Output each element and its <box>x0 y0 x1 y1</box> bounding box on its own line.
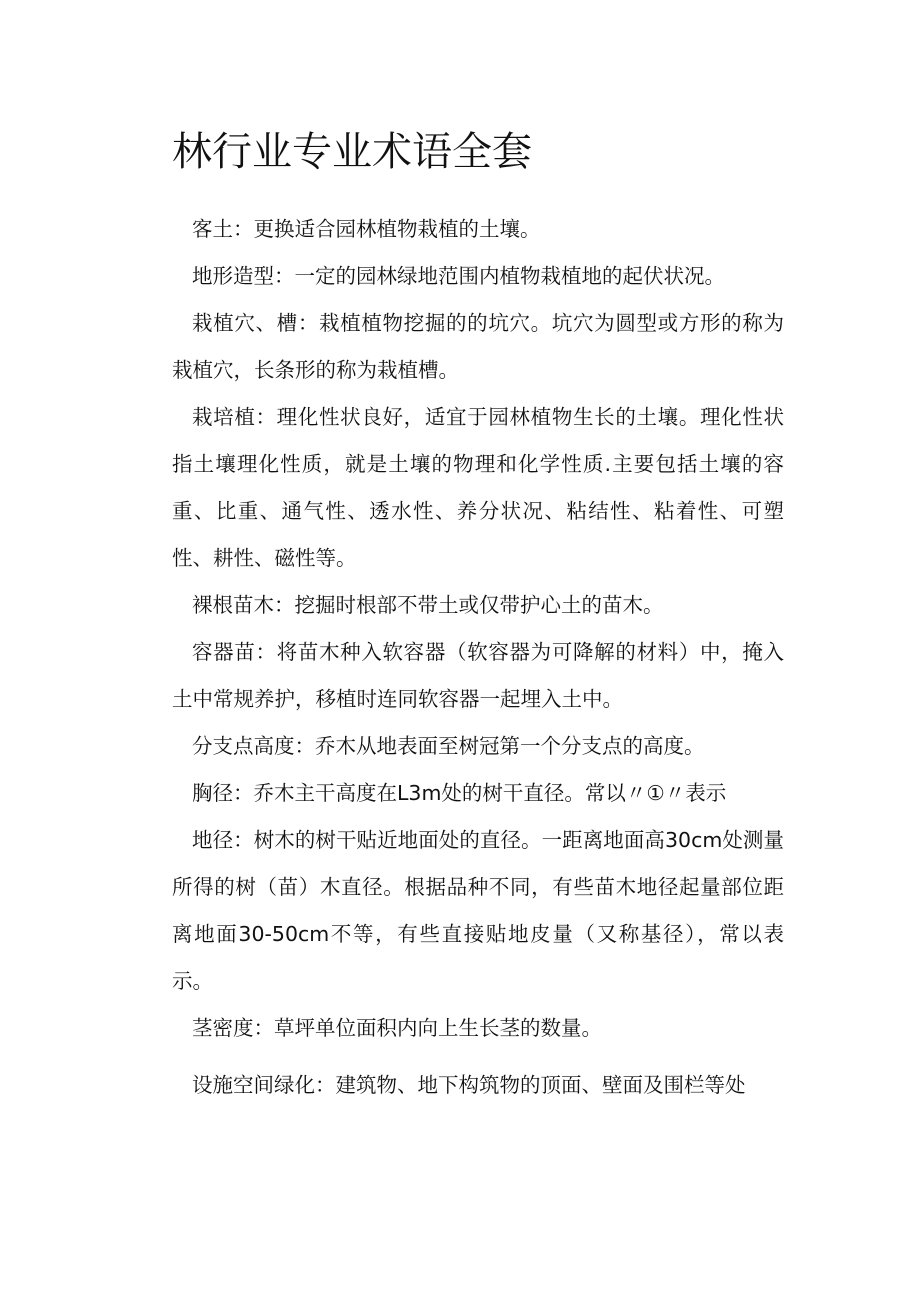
paragraph-rongqi-miao: 容器苗：将苗木种入软容器（软容器为可降解的材料）中，掩入土中常规养护，移植时连同软容器一起埋入土中。 <box>172 640 784 711</box>
paragraph-zaipei-zhi: 栽培植：理化性状良好，适宜于园林植物生长的土壤。理化性状指土壤理化性质，就是土壤的物理和化学性质.主要包括土壤的容重、比重、通气性、透水性、养分状况、粘结性、粘着性、可塑性、耕性、磁性等。 <box>172 405 784 570</box>
document-title: 林行业专业术语全套 <box>172 129 532 175</box>
paragraph-keitu: 客土：更换适合园林植物栽植的土壤。 <box>192 217 541 241</box>
paragraph-sheshi-kongjian-lvhua: 设施空间绿化：建筑物、地下构筑物的顶面、壁面及围栏等处 <box>192 1073 746 1097</box>
paragraph-xiongjing: 胸径：乔木主干高度在L3m处的树干直径。常以〃①〃表示 <box>192 781 727 805</box>
document-body <box>172 206 784 1109</box>
paragraph-fenzhidian-gaodu: 分支点高度：乔木从地表面至树冠第一个分支点的高度。 <box>192 734 705 758</box>
paragraph-luogen-miaomu: 裸根苗木：挖掘时根部不带土或仅带护心土的苗木。 <box>192 593 664 617</box>
paragraph-zaizhi-xue-cao: 栽植穴、槽：栽植植物挖掘的的坑穴。坑穴为圆型或方形的称为栽植穴，长条形的称为栽植槽。 <box>172 311 784 382</box>
paragraph-dijing: 地径：树木的树干贴近地面处的直径。一距离地面高30cm处测量所得的树（苗）木直径。根据品种不同，有些苗木地径起量部位距离地面30-50cm不等，有些直接贴地皮量（又称基径），常以表示。 <box>172 828 784 993</box>
paragraph-jing-midu: 茎密度：草坪单位面积内向上生长茎的数量。 <box>192 1016 602 1040</box>
paragraph-dixing-zaoxing: 地形造型：一定的园林绿地范围内植物栽植地的起伏状况。 <box>192 264 725 288</box>
